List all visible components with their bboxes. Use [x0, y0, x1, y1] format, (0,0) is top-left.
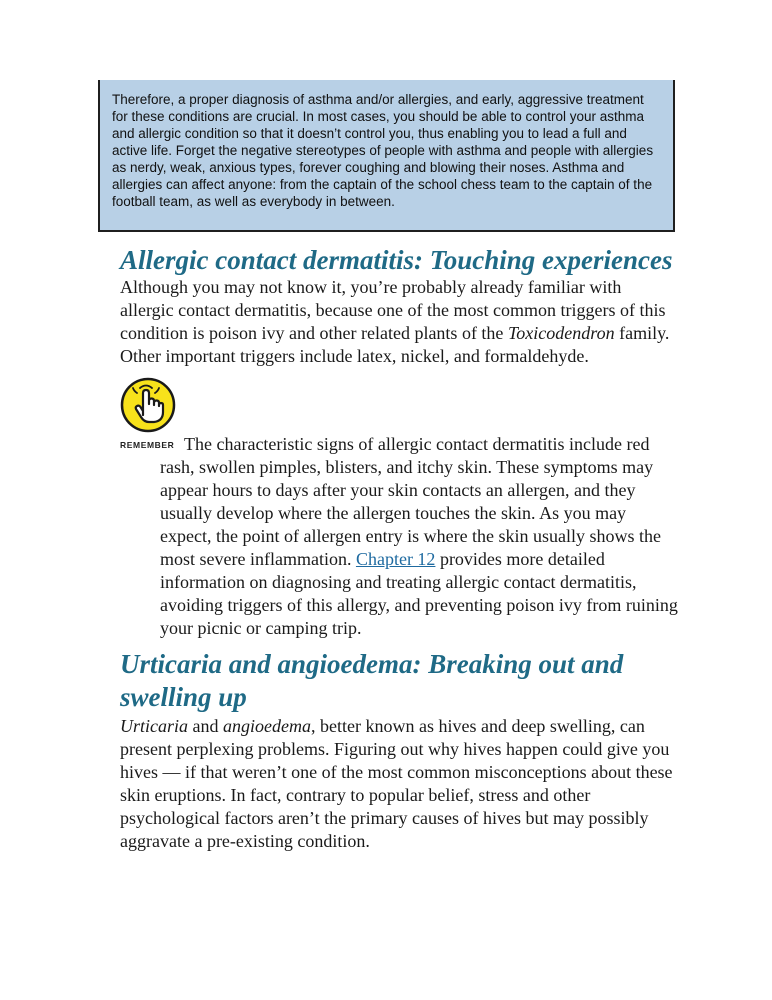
remember-label: REMEMBER	[120, 440, 175, 450]
chapter-12-link[interactable]: Chapter 12	[355, 549, 436, 569]
pointing-finger-icon	[120, 377, 176, 433]
section-heading-urticaria: Urticaria and angioedema: Breaking out and swelling up	[120, 649, 624, 712]
remember-paragraph	[160, 433, 680, 640]
urticaria-text-1: and	[188, 716, 224, 736]
contact-dermatitis-text-1: Although you may not know it, you’re probably already familiar with allergic contact dermatitis, because one of the most common triggers of this condition is poison ivy and other related plants of the	[120, 277, 666, 343]
angioedema-term: angioedema	[223, 716, 311, 736]
contact-dermatitis-text-2: family. Other important triggers include latex, nickel, and formaldehyde.	[120, 323, 670, 366]
toxicodendron-term: Toxicodendron	[507, 323, 615, 343]
urticaria-term: Urticaria	[120, 716, 189, 736]
sidebar-text: Therefore, a proper diagnosis of asthma and/or allergies, and early, aggressive treatment for these conditions are crucial. In most cases, you should be able to control your asthma and allergic condition so that it doesn’t control you, thus enabling you to lead a full and active life. Forget the negative stereotypes of people with asthma and people with allergies as nerdy, weak, anxious types, forever coughing and blowing their noses. Asthma and allergies can affect anyone: from the captain of the school chess team to the captain of the football team, as well as everybody in between.	[112, 92, 654, 209]
urticaria-text-2: , better known as hives and deep swelling, can present perplexing problems. Figuring out why hives happen could give you hives — if that weren’t one of the most common misconceptions about these skin eruptions. In fact, contrary to popular belief, stress and other psychological factors aren’t the primary causes of hives but may possibly aggravate a pre-existing condition.	[120, 716, 673, 851]
section-heading-contact-dermatitis: Allergic contact dermatitis: Touching experiences	[120, 245, 673, 275]
remember-text-2: provides more detailed information on diagnosing and treating allergic contact dermatitis, avoiding triggers of this allergy, and preventing poison ivy from ruining your picnic or camping trip.	[160, 549, 678, 638]
urticaria-paragraph	[120, 715, 675, 853]
contact-dermatitis-paragraph	[120, 276, 675, 368]
remember-text-1: The characteristic signs of allergic contact dermatitis include red rash, swollen pimples, blisters, and itchy skin. These symptoms may appear hours to days after your skin contacts an allergen, and they usually develop where the allergen touches the skin. As you may expect, the point of allergen entry is where the skin usually shows the most severe inflammation.	[160, 434, 662, 569]
sidebar-box	[98, 80, 675, 232]
